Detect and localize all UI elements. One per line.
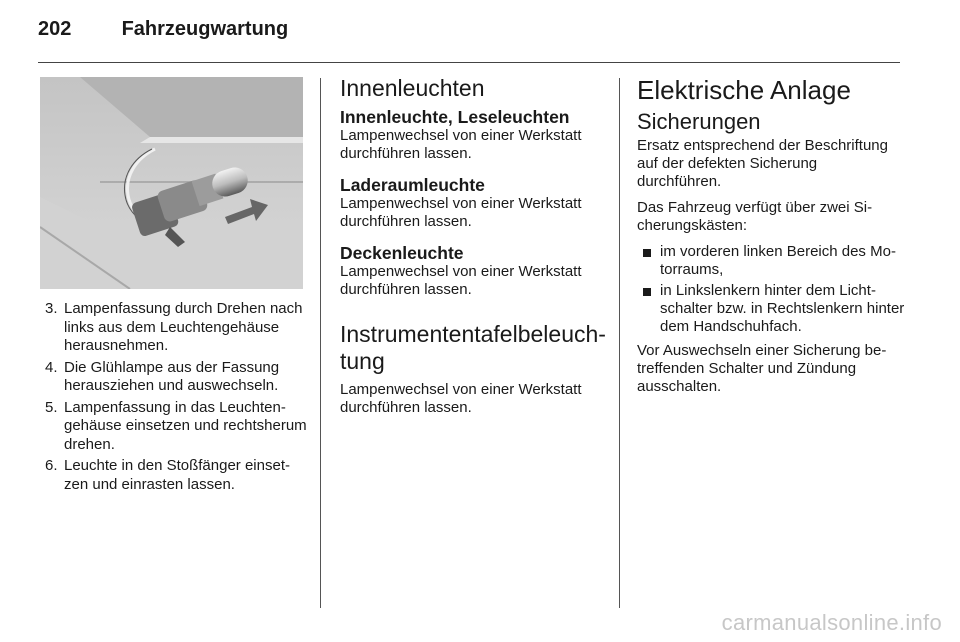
step-number: 4. <box>45 358 58 376</box>
page-header <box>38 18 288 41</box>
subsection-title: Sicherungen <box>637 108 761 134</box>
list-item <box>40 359 308 396</box>
column-divider-2 <box>619 78 620 608</box>
column-divider-1 <box>320 78 321 608</box>
section-text: Lampenwechsel von einer Werkstatt durchführen lassen. <box>340 381 582 417</box>
chapter-title: Fahrzeugwartung <box>121 18 289 40</box>
subsection-text: Lampenwechsel von einer Werkstatt durchführen lassen. <box>340 263 582 299</box>
section-title: Innenleuchten <box>340 75 485 101</box>
step-number: 3. <box>45 300 58 317</box>
bullet-text: in Linkslenkern hinter dem Lichtschalter bzw. in Rechtslenkern hinter dem Handschuhfach. <box>660 281 905 335</box>
subsection-heading: Innenleuchte, Leseleuchten <box>340 107 570 128</box>
list-item <box>637 243 905 279</box>
subsection-text: Lampenwechsel von einer Werkstatt durchführen lassen. <box>340 195 582 231</box>
list-item <box>637 282 905 336</box>
subsection <box>340 175 606 231</box>
list-item <box>40 457 308 494</box>
list-item <box>40 399 308 455</box>
step-number: 6. <box>45 457 58 474</box>
page-number: 202 <box>38 18 72 40</box>
subsection <box>340 243 606 299</box>
subsection <box>340 107 606 163</box>
subsection-text: Lampenwechsel von einer Werkstatt durchführen lassen. <box>340 127 582 163</box>
section-title: Elektrische Anlage <box>637 75 851 105</box>
bullet-text: im vorderen linken Bereich des Motorraums, <box>660 242 896 278</box>
watermark: carmanualsonline.info <box>721 610 942 635</box>
step-text: Lampenfassung durch Drehen nach links aus dem Leuchtengehäuse herausnehmen. <box>64 300 303 354</box>
instructions-column <box>40 300 308 497</box>
interior-lights-column <box>340 76 606 425</box>
step-text: Lampenfassung in das Leuchtengehäuse einsetzen und rechtsherum drehen. <box>64 398 307 453</box>
paragraph: Das Fahrzeug verfügt über zwei Sicherungskästen: <box>637 198 873 234</box>
lamp-socket-illustration <box>40 77 303 289</box>
electrical-system-column <box>637 76 905 404</box>
subsection-heading: Laderaumleuchte <box>340 175 485 196</box>
subsection-heading: Deckenleuchte <box>340 243 464 264</box>
step-list <box>40 300 308 494</box>
step-text: Die Glühlampe aus der Fassung herausziehen und auswechseln. <box>64 358 280 394</box>
header-rule <box>38 62 900 63</box>
paragraph: Vor Auswechseln einer Sicherung betreffenden Schalter und Zündung ausschalten. <box>637 341 887 395</box>
step-number: 5. <box>45 398 58 416</box>
bullet-square-icon <box>643 249 651 257</box>
section-title: Instrumententafelbeleuchtung <box>340 321 606 375</box>
list-item <box>40 300 308 356</box>
step-text: Leuchte in den Stoßfänger einsetzen und einrasten lassen. <box>64 457 290 493</box>
paragraph: Ersatz entsprechend der Beschriftung auf der defekten Sicherung durchführen. <box>637 136 888 190</box>
bullet-square-icon <box>643 288 651 296</box>
bullet-list <box>637 243 905 336</box>
